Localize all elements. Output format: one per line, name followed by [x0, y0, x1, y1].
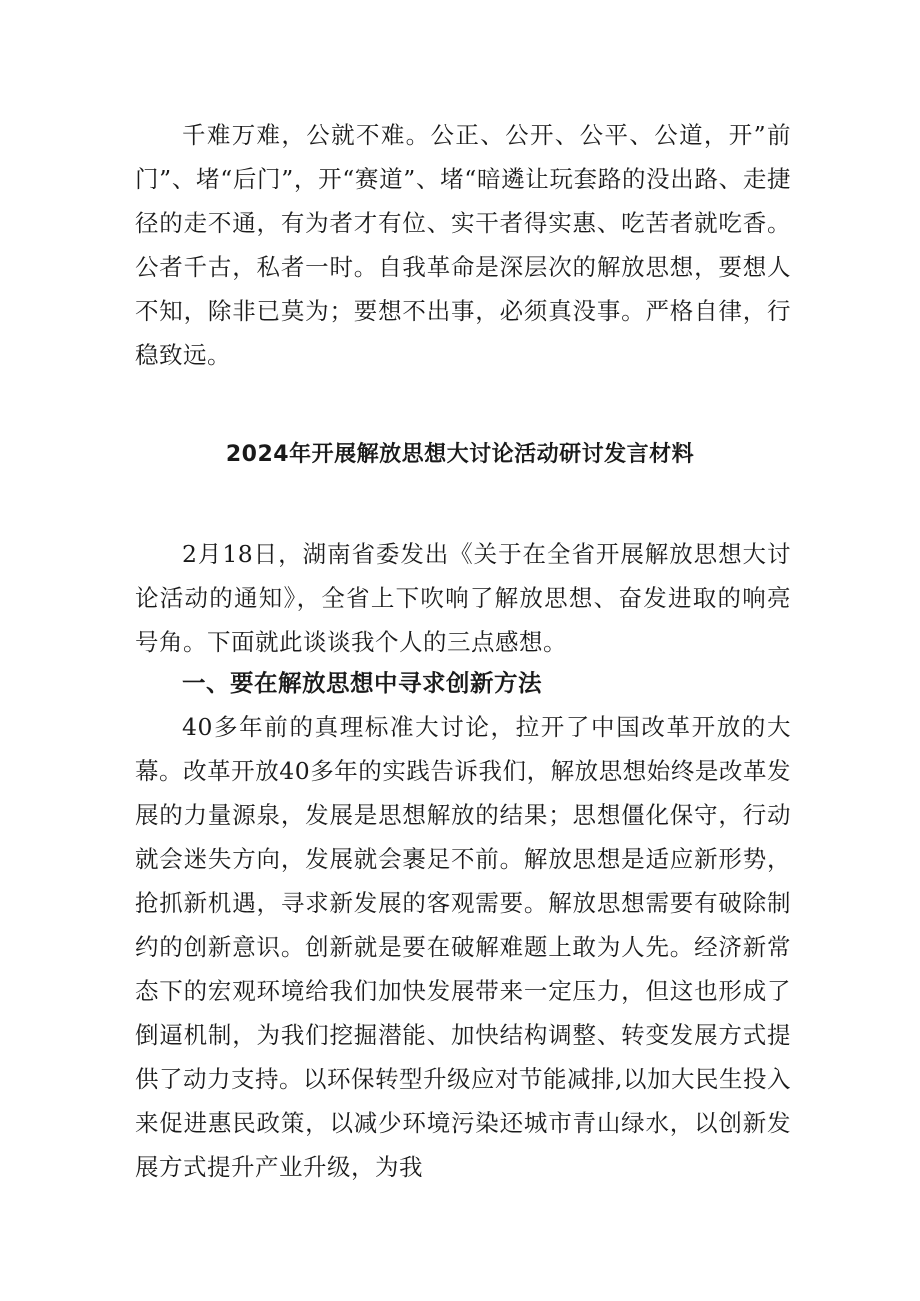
intro-paragraph: 千难万难，公就不难。公正、公开、公平、公道，开”前门”、堵“后门”，开“赛道”、堵“暗遴让玩套路的没出路、走捷径的走不通，有为者才有位、实干者得实惠、吃苦者就吃香。公者千古，私者一时。自我革命是深层次的解放思想，要想人不知，除非已莫为；要想不出事，必须真没事。严格自律，行稳致远。 [135, 121, 791, 369]
opening-paragraph: 2月18日，湖南省委发出《关于在全省开展解放思想大讨论活动的通知》，全省上下吹响了解放思想、奋发进取的响亮号角。下面就此谈谈我个人的三点感想。 [135, 540, 791, 656]
document-title: 2024年开展解放思想大讨论活动研讨发言材料 [225, 442, 695, 467]
section-paragraph: 40多年前的真理标准大讨论，拉开了中国改革开放的大幕。改革开放40多年的实践告诉我们，解放思想始终是改革发展的力量源泉，发展是思想解放的结果；思想僵化保守，行动就会迷失方向，发展就会裹足不前。解放思想是适应新形势，抢抓新机遇，寻求新发展的客观需要。解放思想需要有破除制约的创新意识。创新就是要在破解难题上敢为人先。经济新常态下的宏观环境给我们加快发展带来一定压力，但这也形成了倒逼机制，为我们挖掘潜能、加快结构调整、转变发展方式提供了动力支持。以环保转型升级应对节能减排,以加大民生投入来促进惠民政策，以减少环境污染还城市青山绿水，以创新发展方式提升产业升级，为我 [135, 713, 791, 1181]
section-heading: 一、要在解放思想中寻求创新方法 [182, 669, 542, 697]
